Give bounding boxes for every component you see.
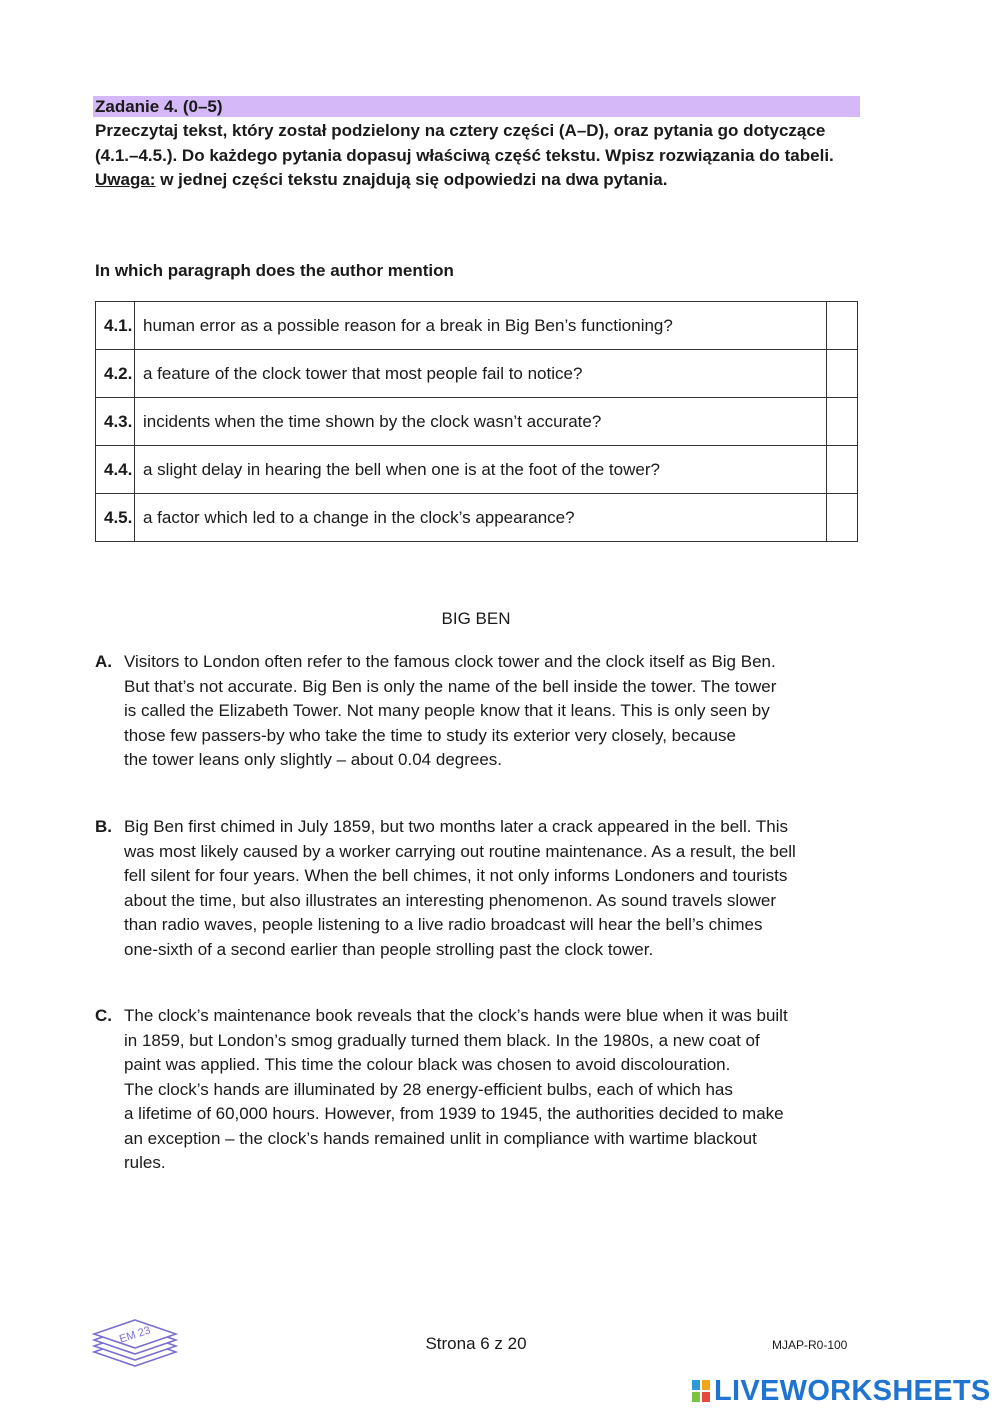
question-text: incidents when the time shown by the clock wasn’t accurate? bbox=[135, 398, 827, 446]
table-row bbox=[96, 398, 858, 446]
paragraph-letter: C. bbox=[95, 1006, 112, 1025]
answer-cell[interactable] bbox=[827, 398, 858, 446]
table-row bbox=[96, 494, 858, 542]
reading-text-title: BIG BEN bbox=[441, 609, 511, 628]
task-instructions bbox=[95, 119, 855, 193]
paragraph-c bbox=[95, 1004, 860, 1176]
paragraph-b bbox=[95, 815, 860, 962]
paragraph-body bbox=[124, 1004, 860, 1176]
answer-cell[interactable] bbox=[827, 350, 858, 398]
question-text: human error as a possible reason for a break in Big Ben’s functioning? bbox=[135, 302, 827, 350]
paragraph-line: about the time, but also illustrates an interesting phenomenon. As sound travels slower bbox=[124, 890, 777, 910]
instructions-note bbox=[95, 168, 855, 193]
question-text: a slight delay in hearing the bell when one is at the foot of the tower? bbox=[135, 446, 827, 494]
question-number: 4.1. bbox=[96, 302, 135, 350]
document-code: MJAP-R0-100 bbox=[772, 1338, 848, 1352]
table-row bbox=[96, 302, 858, 350]
paragraph-line: rules. bbox=[124, 1153, 166, 1172]
paragraph-line: than radio waves, people listening to a live radio broadcast will hear the bell’s chimes bbox=[124, 915, 763, 934]
instructions-text: Przeczytaj tekst, który został podzielony na cztery części (A–D), oraz pytania go dotyczące (4.1.–4.5.). Do każdego pytania dopasuj właściwą część tekstu. Wpisz rozwiązania do tabeli. bbox=[95, 121, 834, 165]
question-number: 4.4. bbox=[96, 446, 135, 494]
paragraph-line: The clock’s maintenance book reveals that the clock’s hands were blue when it was built bbox=[124, 1006, 788, 1025]
paragraph-line: Big Ben first chimed in July 1859, but two months later a crack appeared in the bell. This bbox=[124, 817, 788, 836]
paragraph-line: one-sixth of a second earlier than people strolling past the clock tower. bbox=[124, 939, 654, 959]
paragraph-line: But that’s not accurate. Big Ben is only the name of the bell inside the tower. The tower bbox=[124, 676, 777, 696]
liveworksheets-logo-icon bbox=[692, 1380, 710, 1402]
paragraph-line: paint was applied. This time the colour black was chosen to avoid discolouration. bbox=[124, 1055, 731, 1074]
paragraph-line: Visitors to London often refer to the famous clock tower and the clock itself as Big Ben. bbox=[124, 652, 776, 671]
answer-table bbox=[95, 301, 858, 542]
logo-text: EM 23 bbox=[118, 1324, 152, 1346]
paragraph-line: an exception – the clock’s hands remained unlit in compliance with wartime blackout bbox=[124, 1128, 757, 1148]
paragraph-line: The clock’s hands are illuminated by 28 energy-efficient bulbs, each of which has bbox=[124, 1079, 733, 1099]
question-number: 4.5. bbox=[96, 494, 135, 542]
paragraph-line: those few passers-by who take the time to study its exterior very closely, because bbox=[124, 725, 736, 745]
paragraph-letter: A. bbox=[95, 652, 112, 671]
paragraph-line: was most likely caused by a worker carrying out routine maintenance. As a result, the bell bbox=[124, 841, 796, 861]
question-number: 4.3. bbox=[96, 398, 135, 446]
question-prompt: In which paragraph does the author mention bbox=[95, 261, 454, 280]
task-title: Zadanie 4. (0–5) bbox=[95, 97, 223, 116]
paragraph-line: fell silent for four years. When the bell chimes, it not only informs Londoners and tourists bbox=[124, 866, 788, 885]
page-number: Strona 6 z 20 bbox=[425, 1334, 527, 1353]
liveworksheets-brand bbox=[692, 1374, 991, 1408]
answer-cell[interactable] bbox=[827, 446, 858, 494]
note-text: w jednej części tekstu znajdują się odpowiedzi na dwa pytania. bbox=[155, 170, 668, 189]
paragraph-line: is called the Elizabeth Tower. Not many people know that it leans. This is only seen by bbox=[124, 701, 770, 720]
paragraph-line: the tower leans only slightly – about 0.04 degrees. bbox=[124, 750, 503, 769]
table-row bbox=[96, 446, 858, 494]
table-row bbox=[96, 350, 858, 398]
paragraph-letter: B. bbox=[95, 817, 112, 836]
note-label: Uwaga: bbox=[95, 170, 156, 189]
paragraph-line: a lifetime of 60,000 hours. However, from 1939 to 1945, the authorities decided to make bbox=[124, 1104, 784, 1123]
question-text: a feature of the clock tower that most people fail to notice? bbox=[135, 350, 827, 398]
paragraph-line: in 1859, but London’s smog gradually turned them black. In the 1980s, a new coat of bbox=[124, 1030, 760, 1050]
question-number: 4.2. bbox=[96, 350, 135, 398]
paragraph-body bbox=[124, 815, 860, 962]
question-text: a factor which led to a change in the clock’s appearance? bbox=[135, 494, 827, 542]
answer-cell[interactable] bbox=[827, 302, 858, 350]
answer-cell[interactable] bbox=[827, 494, 858, 542]
paragraph-a bbox=[95, 650, 860, 773]
paragraph-body bbox=[124, 650, 860, 773]
brand-text: LIVEWORKSHEETS bbox=[714, 1374, 991, 1407]
